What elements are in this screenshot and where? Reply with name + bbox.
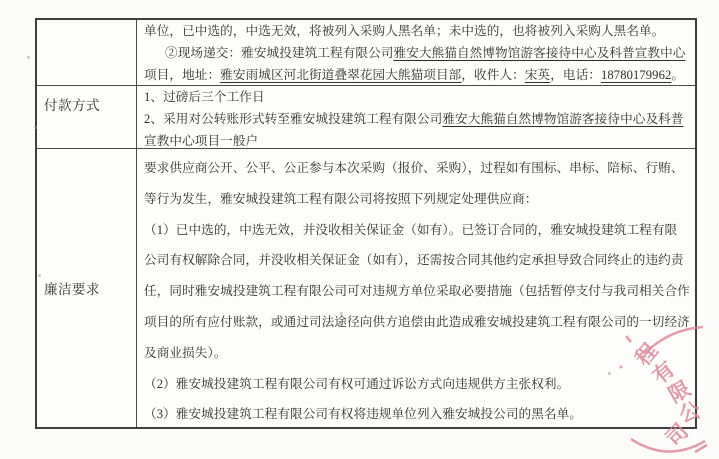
underlined-text: 雅安大熊猫自然博物馆游客接待中心及科普 — [442, 111, 684, 126]
text-line — [144, 153, 689, 184]
text-line — [144, 43, 689, 65]
company-seal-stamp — [600, 300, 719, 459]
text-segment: 1、过磅后三个工作日 — [144, 90, 265, 104]
scan-speck — [27, 56, 30, 59]
underlined-text: 18780179962 — [601, 67, 672, 82]
seal-char-icon: 限 — [664, 376, 695, 408]
text-line — [144, 215, 689, 246]
text-segment: 要求供应商公开、公平、公正参与本次采购（报价、采购），过程如有围标、串标、陪标、行贿、 — [144, 161, 684, 175]
scan-speck — [340, 312, 343, 315]
text-line — [144, 245, 689, 276]
text-line — [144, 184, 689, 215]
text-segment: （3）雅安城投建筑工程有限公司有权将违规单位列入雅安城投公司的黑名单。 — [144, 407, 582, 422]
text-segment: ，电话： — [550, 67, 601, 82]
seal-dot — [619, 365, 622, 368]
text-segment: ，收件人： — [461, 67, 525, 82]
row-continuation-text — [137, 20, 695, 85]
text-line — [144, 21, 689, 43]
row-label-integrity: 廉洁要求 — [37, 149, 137, 427]
seal-char-icon: 司 — [661, 419, 693, 451]
text-line — [144, 131, 689, 148]
text-line — [144, 109, 689, 131]
seal-tick-mark — [626, 336, 631, 342]
row-payment-text — [137, 86, 695, 148]
text-segment: 等行为发生，雅安城投建筑工程有限公司将按照下列规定处理供应商： — [144, 191, 538, 206]
row-label-empty — [37, 20, 137, 85]
scan-speck — [34, 126, 37, 129]
text-line — [144, 87, 689, 109]
text-segment: ②现场递交：雅安城投建筑工程有限公司 — [165, 45, 394, 60]
underlined-text: 宋英 — [524, 67, 551, 82]
row-label-payment: 付款方式 — [37, 86, 137, 148]
table-row-continuation — [37, 20, 695, 85]
text-segment: 单位，已中选的，中选无效，将被列入采购人黑名单；未中选的，也将被列入采购人黑名单。 — [144, 24, 665, 38]
text-segment: 项目的所有应付账款，或通过司法途径向供方追偿由此造成雅安城投建筑工程有限公司的一切经济 — [144, 314, 690, 329]
text-segment: 公司有权解除合同，并没收相关保证金（如有），还需按合同其他约定承担导致合同终止的违约责 — [144, 253, 684, 268]
scan-speck — [38, 274, 41, 277]
text-segment: 。 — [671, 67, 685, 82]
underlined-text: 宣教中心 — [144, 133, 195, 148]
text-line — [144, 65, 689, 85]
table-row-payment — [37, 85, 695, 148]
text-segment: 项目一般户 — [194, 133, 259, 148]
underlined-text: 雅安大熊猫自然博物馆游客接待中心及科普宣教中心 — [393, 45, 686, 60]
scan-speck — [608, 372, 611, 375]
text-segment: （1）已中选的，中选无效，并没收相关保证金（如有）。已签订合同的，雅安城投建筑工程有限 — [144, 222, 678, 237]
underlined-text: 雅安雨城区河北街道叠翠花园大熊猫项目部 — [220, 67, 462, 82]
text-segment: 项目，地址： — [144, 67, 221, 82]
text-segment: （2）雅安城投建筑工程有限公司有权可通过诉讼方式向违规供方主张权利。 — [144, 376, 570, 391]
text-segment: 任，同时雅安城投建筑工程有限公司可对违规方单位采取必要措施（包括暂停支付与我司相关合作 — [144, 284, 690, 299]
text-segment: 及商业损失）。 — [144, 345, 227, 360]
seal-char-icon: 程 — [630, 338, 663, 371]
seal-char-icon: 公 — [676, 397, 704, 427]
seal-char-icon: 有 — [647, 356, 680, 389]
document-table — [35, 18, 697, 429]
text-segment: 2、采用对公转账形式转至雅安城投建筑工程有限公司 — [144, 111, 443, 126]
table-row-integrity — [37, 148, 695, 427]
